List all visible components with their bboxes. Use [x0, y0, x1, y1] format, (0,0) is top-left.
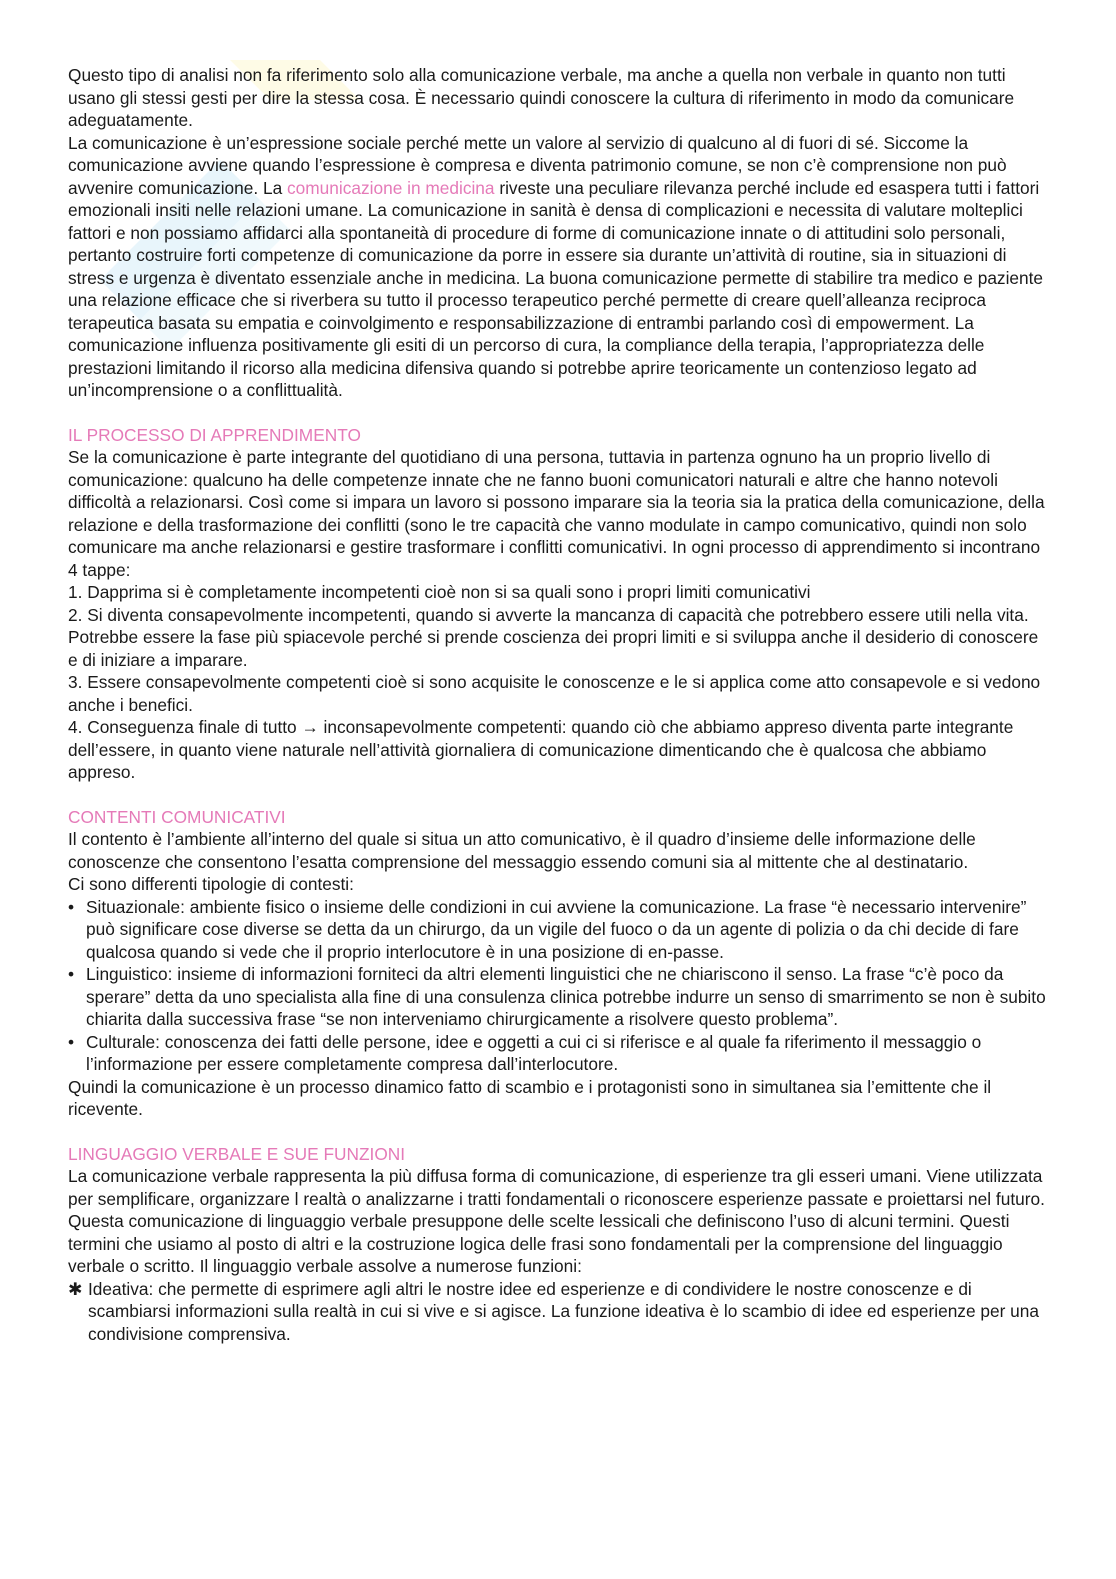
- apprendimento-body: Se la comunicazione è parte integrante del quotidiano di una persona, tuttavia in partenza ognuno ha un proprio livello di comunicazione: qualcuno ha delle competenze innate che ne fanno buoni comunicatori naturali e altre che hanno notevoli difficoltà a relazionarsi. Così come si impara un lavoro si possono imparare sia la teoria sia la pratica della comunicazione, della relazione e della trasformazione dei conflitti (sono le tre capacità che vanno modulate in campo comunicativo, quindi non solo comunicare ma anche relazionarsi e gestire trasformare i conflitti comunicativi. In ogni processo di apprendimento si incontrano 4 tappe:: [68, 447, 1045, 580]
- step-item: 1. Dapprima si è completamente incompetenti cioè non si sa quali sono i propri limiti comunicativi: [68, 582, 811, 602]
- list-item: [68, 1031, 1048, 1076]
- list-item-text: Culturale: conoscenza dei fatti delle persone, idee e oggetti a cui ci si riferisce e al quale fa riferimento il messaggio o l’informazione per essere completamente compresa dall’interlocutore.: [86, 1031, 982, 1074]
- intro-paragraph-2-end: riveste una peculiare rilevanza perché include ed esaspera tutti i fattori emozionali insiti nelle relazioni umane. La comunicazione in sanità è densa di complicazioni e necessita di valutare molteplici fattori e non possiamo affidarci alla spontaneità di procedure di forme di comunicazione innate o di attitudini solo personali, pertanto costruire forti competenze di comunicazione da porre in essere sia durante un’attività di routine, sia in situazioni di stress e urgenza è diventato essenziale anche in medicina. La buona comunicazione permette di stabilire tra medico e paziente una relazione efficace che si riverbera su tutto il processo terapeutico perché permette di creare quell’alleanza reciproca terapeutica basata su empatia e coinvolgimento e responsabilizzazione di entrambi parlando così di empowerment. La comunicazione influenza positivamente gli esiti di un percorso di cura, la compliance della terapia, l’appropriatezza delle prestazioni limitando il ricorso alla medicina difensiva quando si potrebbe aprire teoricamente un contenzioso legato ad un’incomprensione o a conflittualità.: [68, 177, 1044, 400]
- linguaggio-body: La comunicazione verbale rappresenta la più diffusa forma di comunicazione, di esperienze tra gli esseri umani. Viene utilizzata per semplificare, organizzare l realtà o analizzarne i tratti fondamentali o riconoscere esperienze passate e proiettarsi nel futuro. Questa comunicazione di linguaggio verbale presuppone delle scelte lessicali che definiscono l’uso di alcuni termini. Questi termini che usiamo al posto di altri e la costruzione logica delle frasi sono fondamentali per la comprensione del linguaggio verbale o scritto. Il linguaggio verbale assolve a numerose funzioni:: [68, 1166, 1045, 1276]
- list-item-text: Ideativa: che permette di esprimere agli altri le nostre idee ed esperienze e di condividere le nostre conoscenze e di scambiarsi informazioni sulla realtà in cui si vive e si agisce. La funzione ideativa è lo scambio di idee ed esperienze per una condivisione comprensiva.: [88, 1278, 1039, 1344]
- bullet-marker: •: [68, 896, 75, 917]
- list-item-text: Linguistico: insieme di informazioni forniteci da altri elementi linguistici che ne chiariscono il senso. La frase “c’è poco da sperare” detta da uno specialista alla fine di una consulenza clinica potrebbe indurre un senso di smarrimento se non è subito chiarita dalla successiva frase “se non interveniamo chirurgicamente a risolvere questo problema”.: [86, 964, 1046, 1029]
- funzioni-list: [68, 1278, 1048, 1346]
- contesti-list: [68, 896, 1048, 1076]
- contenti-section: [68, 806, 1048, 1121]
- intro-paragraph-1: Questo tipo di analisi non fa riferimento solo alla comunicazione verbale, ma anche a quella non verbale in quanto non tutti usano gli stessi gesti per dire la stessa cosa. È necessario quindi conoscere la cultura di riferimento in modo da comunicare adeguatamente.: [68, 65, 1015, 130]
- intro-paragraph-2-start: La comunicazione è un’espressione sociale perché mette un valore al servizio di qualcuno al di fuori di sé. Siccome la comunicazione avviene quando l’espressione è compresa e diventa patrimonio comune, se non c’è comprensione non può avvenire comunicazione. La: [68, 132, 1007, 198]
- list-item: [68, 1278, 1048, 1346]
- bullet-marker: •: [68, 1031, 75, 1052]
- apprendimento-section: [68, 424, 1048, 784]
- linguaggio-heading: LINGUAGGIO VERBALE E SUE FUNZIONI: [68, 1143, 406, 1164]
- list-item: [68, 896, 1048, 964]
- intro-section: [68, 64, 1048, 402]
- contenti-body: Il contento è l’ambiente all’interno del quale si situa un atto comunicativo, è il quadro d’insieme delle informazione delle conoscenze che consentono l’esatta comprensione del messaggio essendo comuni sia al mittente che al destinatario.: [68, 829, 976, 872]
- contenti-conclusion: Quindi la comunicazione è un processo dinamico fatto di scambio e i protagonisti sono in simultanea sia l’emittente che il ricevente.: [68, 1076, 992, 1119]
- bullet-marker: •: [68, 964, 75, 984]
- linguaggio-section: [68, 1143, 1048, 1346]
- highlight-comunicazione-in-medicina: comunicazione in medicina: [287, 177, 495, 198]
- contenti-list-intro: Ci sono differenti tipologie di contesti:: [68, 874, 354, 894]
- step-item: 3. Essere consapevolmente competenti cioè si sono acquisite le conoscenze e le si applica come atto consapevole e si vedono anche i benefici.: [68, 672, 1041, 715]
- step-item: 4. Conseguenza finale di tutto → inconsapevolmente competenti: quando ciò che abbiamo appreso diventa parte integrante dell’essere, in quanto viene naturale nell’attività giornaliera di comunicazione dimenticando che è qualcosa che abbiamo appreso.: [68, 717, 1014, 782]
- asterisk-icon: ✱: [68, 1278, 83, 1299]
- document-page: [68, 64, 1048, 1345]
- contenti-heading: CONTENTI COMUNICATIVI: [68, 806, 286, 827]
- intro-paragraph-2: [68, 132, 1048, 402]
- apprendimento-steps: [68, 581, 1048, 784]
- apprendimento-heading: IL PROCESSO DI APPRENDIMENTO: [68, 424, 361, 445]
- list-item-text: Situazionale: ambiente fisico o insieme delle condizioni in cui avviene la comunicazione. La frase “è necessario intervenire” può significare cose diverse se detta da un chirurgo, da un vigile del fuoco o da un agente di polizia o da chi decide di fare qualcosa quando si vede che il proprio interlocutore è in una posizione di en-passe.: [86, 896, 1027, 962]
- step-item: 2. Si diventa consapevolmente incompetenti, quando si avverte la mancanza di capacità che potrebbero essere utili nella vita. Potrebbe essere la fase più spiacevole perché si prende coscienza dei propri limiti e si sviluppa anche il desiderio di conoscere e di iniziare a imparare.: [68, 604, 1039, 670]
- list-item: [68, 963, 1048, 1031]
